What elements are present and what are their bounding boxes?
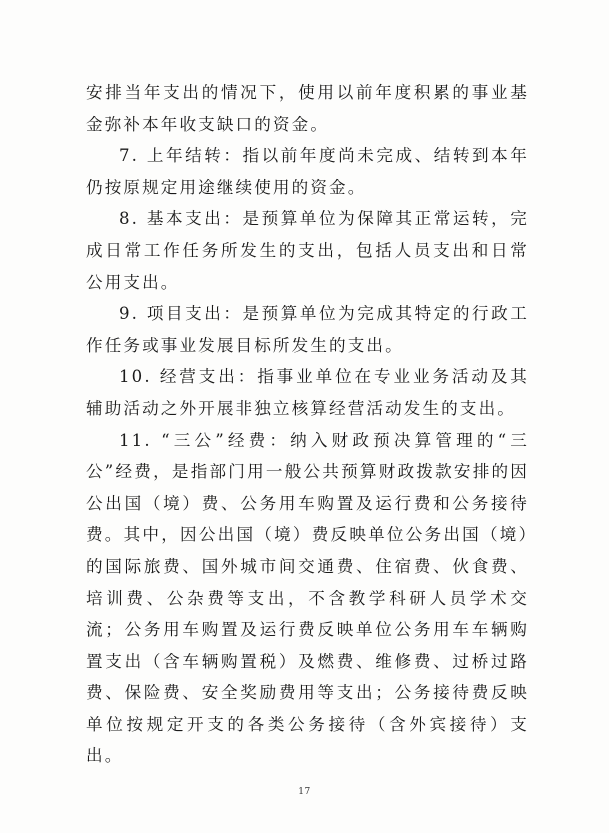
paragraph-item-7: 7. 上年结转：指以前年度尚未完成、结转到本年仍按原规定用途继续使用的资金。 [86,146,529,197]
paragraph-item-10: 10. 经营支出：指事业单位在专业业务活动及其辅助活动之外开展非独立核算经营活动发生的支出。 [86,367,529,418]
body-text [86,77,529,772]
page-number: 17 [298,787,311,797]
paragraph-item-8: 8. 基本支出：是预算单位为保障其正常运转，完成日常工作任务所发生的支出，包括人员支出和日常公用支出。 [86,209,529,292]
paragraph-continuation: 安排当年支出的情况下，使用以前年度积累的事业基金弥补本年收支缺口的资金。 [86,83,529,134]
paragraph-item-11: 11. “三公”经费：纳入财政预决算管理的“三公”经费，是指部门用一般公共预算财政拨款安排的因公出国（境）费、公务用车购置及运行费和公务接待费。其中，因公出国（境）费反映单位公务出国（境）的国际旅费、国外城市间交通费、住宿费、伙食费、培训费、公杂费等支出，不含教学科研人员学术交流；公务用车购置及运行费反映单位公务用车车辆购置支出（含车辆购置税）及燃费、维修费、过桥过路费、保险费、安全奖励费用等支出；公务接待费反映单位按规定开支的各类公务接待（含外宾接待）支出。 [86,430,529,766]
paragraph-item-9: 9. 项目支出：是预算单位为完成其特定的行政工作任务或事业发展目标所发生的支出。 [86,304,529,355]
